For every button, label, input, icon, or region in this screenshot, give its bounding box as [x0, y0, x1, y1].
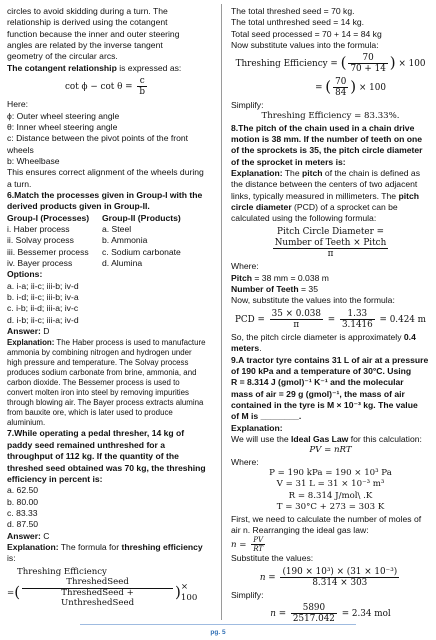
option: d. 87.50: [7, 519, 39, 530]
intro-line: angles are related by the inverse tangent: [7, 40, 163, 51]
intro-line: relationship is derived using the cotangent: [7, 17, 168, 28]
efficiency-substitution-2: = ( $\frac{70}{84}$ ) × 100: [315, 76, 386, 98]
answer-7: Answer: C: [7, 530, 50, 541]
explanation-9-label: Explanation:: [231, 422, 283, 433]
option: c. i-b; ii-d; iii-a; iv-c: [7, 303, 79, 314]
simplify-label: Simplify:: [231, 99, 264, 110]
moles-formula: n = $\frac{PV}{RT}$: [231, 536, 264, 554]
match-row: ii. Solvay process b. Ammonia: [7, 235, 148, 246]
definition: θ: Inner wheel steering angle: [7, 121, 118, 132]
moles-intro: First, we need to calculate the number of moles of air n. Rearranging the ideal gas law:: [231, 513, 422, 535]
pitch-value: Pitch = 38 mm = 0.038 m: [231, 272, 329, 283]
explanation-8: Explanation: The pitch of the chain is defined as the distance between the centers of two adjacent links, typically measured in millimeters. The pitch circle diameter (PCD) of a sprocket can be calculated using the following formula:: [231, 167, 421, 224]
answer-6: Answer: D: [7, 326, 50, 337]
moles-result: n = $\frac{5890}{2517.042}$ = 2.34 mol: [270, 603, 391, 625]
page-number: pg. 5: [210, 629, 226, 636]
here-label: Here:: [7, 99, 29, 110]
ideal-gas-intro: We will use the Ideal Gas Law for this calculation:: [231, 434, 422, 445]
question-7: 7.While operating a pedal thresher, 14 kg of paddy seed remained unthreshed for a throughput of 112 kg. If the quantity of the threshed seed obtained was 70 kg, the threshing efficiency in percent is:: [7, 428, 206, 484]
column-divider: [221, 4, 222, 620]
match-row: iii. Bessemer process c. Sodium carbonate: [7, 246, 181, 257]
text-line: Now substitute values into the formula:: [231, 40, 379, 51]
intro-line: function because the inner and outer steering: [7, 28, 180, 39]
match-row: i. Haber process a. Steel: [7, 224, 132, 235]
substitute-line: Now, substitute the values into the formula:: [231, 295, 395, 306]
efficiency-substitution: Threshing Efficiency = ( $\frac{70}{70 + 14}$ ) × 100: [235, 53, 426, 75]
pcd-calculation: PCD = $\frac{35 \times 0.038}{\pi}$ = $\frac{1.33}{3.1416}$ = 0.424 m: [234, 308, 427, 330]
gas-variables: P = 190 kPa = 190 × 10³ Pa V = 31 L = 31 × 10⁻³ m³ R = 8.314 J/mol\ .K T = 30°C + 273 = 303 K: [269, 468, 392, 513]
text-line: The total threshed seed = 70 kg.: [231, 6, 355, 16]
pcd-conclusion: So, the pitch circle diameter is approximately 0.4 meters.: [231, 332, 416, 354]
definition: b: Wheelbase: [7, 156, 60, 166]
where-label: Where:: [231, 261, 259, 272]
substitute-line: Substitute the values:: [231, 553, 314, 564]
definition: ϕ: Outer wheel steering angle: [7, 110, 120, 121]
question-9: 9.A tractor tyre contains 31 L of air at a pressure of 190 kPa and a temperature of 30°C. Using R = 8.314 J (gmol)⁻¹ K⁻¹ and the molecular mass of air = 29 g (gmol)⁻¹, the mass of air contained in the tyre is M × 10⁻³ kg. The value of M is ________.: [231, 354, 429, 422]
match-header: Group-I (Processes) Group-II (Products): [7, 212, 181, 223]
cot-lead: The cotangent relationship is expressed as:: [7, 62, 182, 73]
option: a. i-a; ii-c; iii-b; iv-d: [7, 280, 79, 291]
option: a. 62.50: [7, 485, 39, 496]
definition: c: Distance between the pivot points of the front wheels: [7, 133, 189, 155]
footer-rule: [80, 624, 356, 625]
options-label: Options:: [7, 269, 43, 280]
efficiency-result: Threshing Efficiency = 83.33%.: [261, 111, 400, 122]
where-label: Where:: [231, 456, 259, 467]
definition: This ensures correct alignment of the wheels during a turn.: [7, 167, 204, 189]
question-8: 8.The pitch of the chain used in a chain drive motion is 38 mm. If the number of teeth on one of the sprockets is 35, the pitch circle diameter of the sprocket in meters is:: [231, 122, 423, 167]
text-line: The total unthreshed seed = 14 kg.: [231, 17, 365, 28]
moles-substitution: n = $\frac{\text{(190 × 10³) × (31 × 10⁻³)}}{8.314 \times 303}$: [259, 566, 398, 588]
option: d. i-b; ii-c; iii-a; iv-d: [7, 314, 79, 325]
teeth-value: Number of Teeth = 35: [231, 284, 318, 295]
ideal-gas-law: PV = nRT: [309, 445, 352, 456]
question-6: 6.Match the processes given in Group-I with the derived products given in Group-II.: [7, 190, 203, 212]
match-row: iv. Bayer process d. Alumina: [7, 258, 143, 269]
right-column: [231, 6, 430, 626]
option: c. 83.33: [7, 507, 38, 518]
simplify-label: Simplify:: [231, 589, 264, 600]
intro-line: geometry of the circular arcs.: [7, 51, 118, 62]
explanation-7: Explanation: The formula for threshing efficiency is:: [7, 541, 203, 564]
option: b. i-d; ii-c; iii-b; iv-a: [7, 292, 79, 303]
intro-line: circles to avoid skidding during a turn. The: [7, 6, 168, 16]
efficiency-formula: Threshing Efficiency = ( $\frac{\text{ThreshedSeed}}{\text{ThreshedSeed + UnthreshedSeed}}$ ) × 100: [7, 566, 198, 608]
text-line: Total seed processed = 70 + 14 = 84 kg: [231, 28, 382, 39]
left-column: [7, 6, 207, 609]
cot-equation: cot ϕ − cot θ = $\frac{c}{b}$: [65, 76, 145, 98]
pcd-formula: Pitch Circle Diameter = $\frac{\text{Number of Teeth × Pitch}}{\pi}$: [274, 226, 387, 260]
option: b. 80.00: [7, 496, 39, 507]
explanation-6: Explanation: The Haber process is used to manufacture ammonia by combining nitrogen and hydrogen under high pressure and temperature. The Solvay process produces sodium carbonate from brine, ammonia, and carbon dioxide. The Bessemer process is used to convert molten iron into steel by removing impurities through blowing air. The Bayer process extracts alumina from bauxite ore, which is later used to produce aluminium.: [7, 337, 206, 428]
